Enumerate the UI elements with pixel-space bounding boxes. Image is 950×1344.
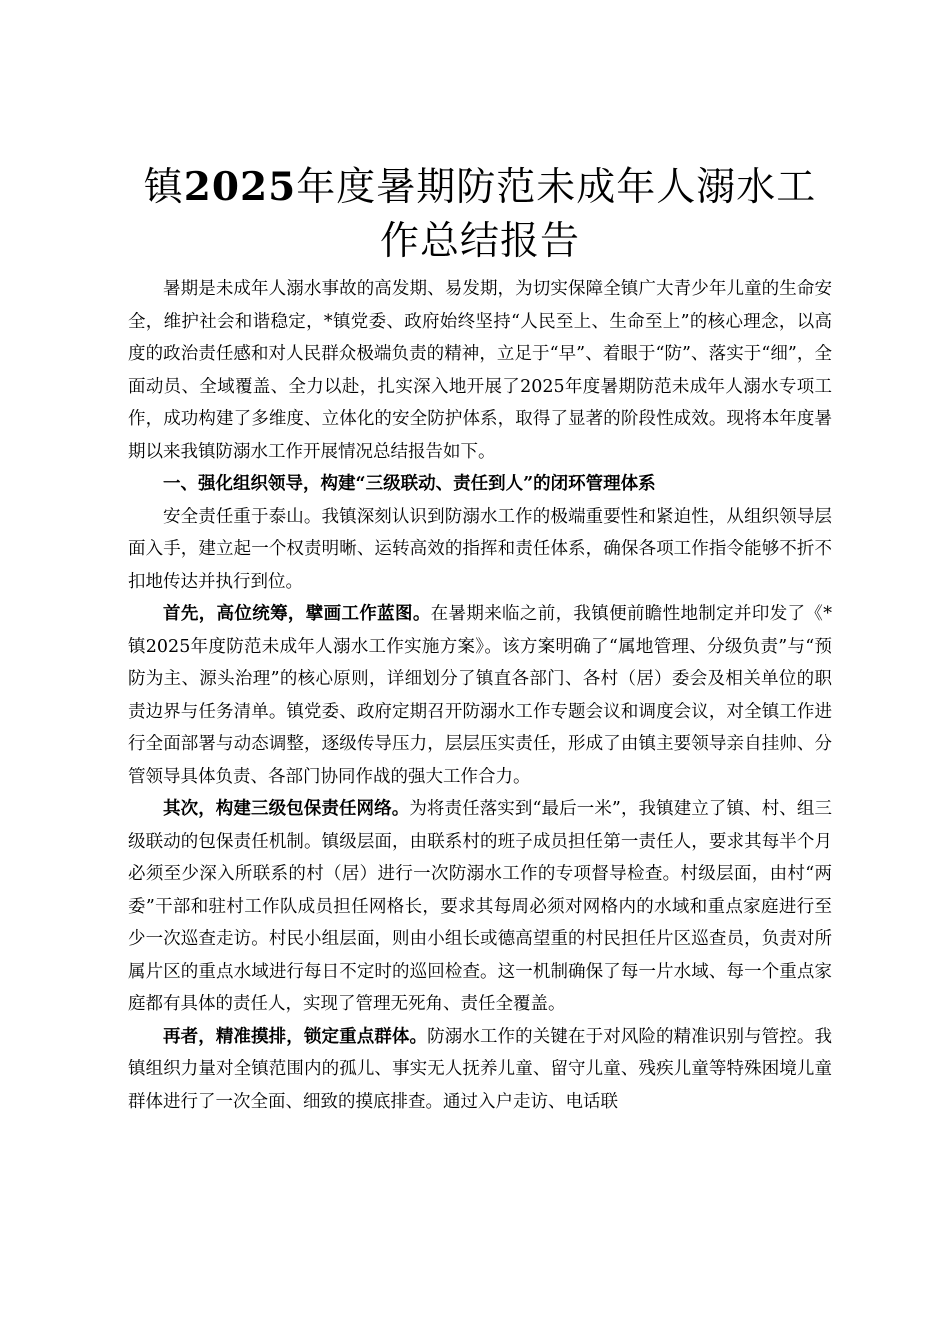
title-year: 2025 xyxy=(183,164,297,210)
paragraph-second-lead: 其次，构建三级包保责任网络。 xyxy=(163,799,410,819)
paragraph-third-body: 防溺水工作的关键在于对风险的精准识别与管控。我镇组织力量对全镇范围内的孤儿、事实无人抚养儿童、留守儿童、残疾儿童等特殊困境儿童群体进行了一次全面、细致的摸底排查。通过入户走访、电话联 xyxy=(128,1026,833,1112)
paragraph-third-lead: 再者，精准摸排，锁定重点群体。 xyxy=(163,1026,428,1047)
document-title xyxy=(128,160,832,269)
document-page xyxy=(128,160,832,1118)
paragraph-first-lead: 首先，高位统筹，擘画工作蓝图。 xyxy=(163,604,431,624)
section-1-heading: 一、强化组织领导，构建“三级联动、责任到人”的闭环管理体系 xyxy=(163,474,656,494)
section-1-paragraph: 安全责任重于泰山。我镇深刻认识到防溺水工作的极端重要性和紧迫性，从组织领导层面入手，建立起一个权责明晰、运转高效的指挥和责任体系，确保各项工作指令能够不折不扣地传达并执行到位。 xyxy=(128,506,832,592)
paragraph-second xyxy=(128,793,832,1021)
paragraph-third xyxy=(128,1021,832,1119)
title-prefix: 镇 xyxy=(143,165,184,210)
title-rest: 年度暑期防范未成年人溺水工作总结报告 xyxy=(296,165,817,264)
paragraph-first-body: 在暑期来临之前，我镇便前瞻性地制定并印发了《*镇2025年度防范未成年人溺水工作实施方案》。该方案明确了“属地管理、分级负责”与“预防为主、源头治理”的核心原则，详细划分了镇直各部门、各村（居）委会及相关单位的职责边界与任务清单。镇党委、政府定期召开防溺水工作专题会议和调度会议，对全镇工作进行全面部署与动态调整，逐级传导压力，层层压实责任，形成了由镇主要领导亲自挂帅、分管领导具体负责、各部门协同作战的强大工作合力。 xyxy=(128,604,833,787)
paragraph-first xyxy=(128,598,832,793)
paragraph-second-body: 为将责任落实到“最后一米”，我镇建立了镇、村、组三级联动的包保责任机制。镇级层面，由联系村的班子成员担任第一责任人，要求其每半个月必须至少深入所联系的村（居）进行一次防溺水工作的专项督导检查。村级层面，由村“两委”干部和驻村工作队成员担任网格长，要求其每周必须对网格内的水域和重点家庭进行至少一次巡查走访。村民小组层面，则由小组长或德高望重的村民担任片区巡查员，负责对所属片区的重点水域进行每日不定时的巡回检查。这一机制确保了每一片水域、每一个重点家庭都有具体的责任人，实现了管理无死角、责任全覆盖。 xyxy=(128,799,832,1014)
intro-paragraph: 暑期是未成年人溺水事故的高发期、易发期，为切实保障全镇广大青少年儿童的生命安全，维护社会和谐稳定，*镇党委、政府始终坚持“人民至上、生命至上”的核心理念，以高度的政治责任感和对人民群众极端负责的精神，立足于“早”、着眼于“防”、落实于“细”，全面动员、全域覆盖、全力以赴，扎实深入地开展了2025年度暑期防范未成年人溺水专项工作，成功构建了多维度、立体化的安全防护体系，取得了显著的阶段性成效。现将本年度暑期以来我镇防溺水工作开展情况总结报告如下。 xyxy=(128,279,832,462)
